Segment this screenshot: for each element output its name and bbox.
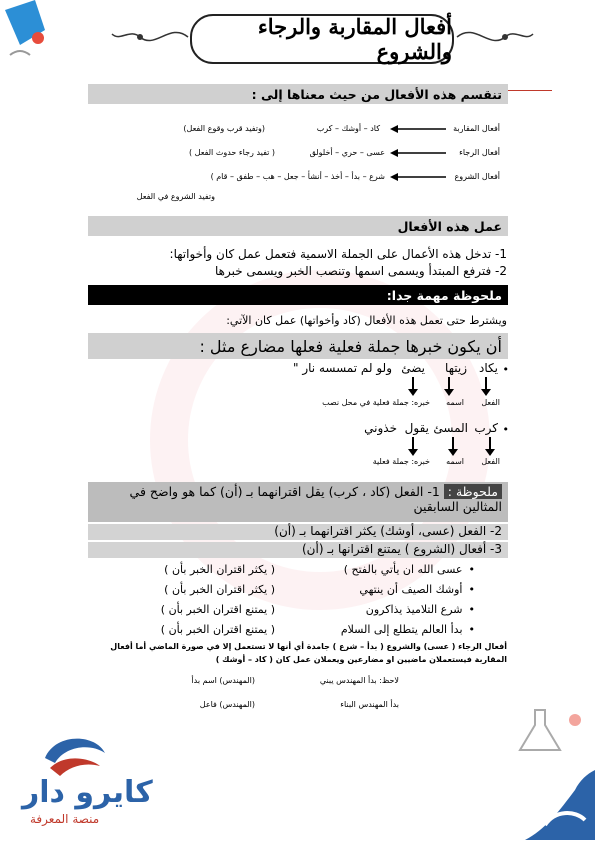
arrow-down-icon — [452, 437, 454, 451]
example-comment-4: ( يمتنع اقتران الخبر بأن ) — [160, 623, 275, 636]
arrow-left-icon — [390, 172, 446, 182]
example1-label-2: اسمه — [446, 398, 464, 407]
arrow-down-icon — [412, 377, 414, 391]
example1-word-1: يكاد — [479, 361, 498, 375]
list-item — [344, 563, 475, 576]
example2-label-1: الفعل — [481, 457, 500, 466]
observe-2-left: (المهندس) فاعل — [199, 700, 255, 709]
verbs-3: شرع – بدأ – أخذ – أنشأ – جعل – هب – طفق – قام ) — [210, 172, 385, 181]
logo-name: كايرو دار — [22, 775, 153, 810]
arrow-down-icon — [412, 437, 414, 451]
note2-line-2: 2- الفعل (عسى، أوشك) يكثر اقترانهما بـ (أن) — [274, 524, 502, 538]
arrow-left-icon — [390, 148, 446, 158]
example2-label-3: خبره: جملة فعلية — [372, 457, 430, 466]
flask-icon — [0, 0, 60, 70]
example-comment-2: ( يكثر اقتران الخبر بأن ) — [164, 583, 275, 596]
type-label-1: أفعال المقاربة — [453, 124, 500, 133]
arrow-down-icon — [448, 377, 450, 391]
arrow-down-icon — [485, 377, 487, 391]
note2-line-2-box — [88, 524, 508, 540]
example1-word-2: زيتها — [445, 361, 467, 375]
example1-label-3: خبره: جملة فعلية في محل نصب — [322, 398, 430, 407]
note2-label: ملحوظة : — [444, 484, 502, 499]
function-line-2: 2- فترفع المبتدأ ويسمى اسمها وتنصب الخبر ويسمى خبرها — [214, 264, 507, 278]
flourish-right-icon — [455, 22, 535, 52]
verbs-2: عسى – حري – أخلولق — [309, 148, 385, 157]
example2-label-2: اسمه — [446, 457, 464, 466]
example2-word-3: يقول — [404, 421, 429, 435]
example2-word-2: المسئ — [433, 421, 468, 435]
example1-label-1: الفعل — [481, 398, 500, 407]
example1-word-4: ولو لم تمسسه نار " — [293, 361, 392, 375]
observe-1-right: لاحظ: بدأ المهندس يبني — [319, 676, 399, 685]
note2-box — [88, 482, 508, 522]
section-heading-function: عمل هذه الأفعال — [88, 216, 508, 236]
example2-word-1: كرب — [474, 421, 498, 435]
note2-line-3: 3- أفعال (الشروع ) يمتنع اقترانها بـ (أن) — [302, 542, 502, 556]
note2-line-1: 1- الفعل (كاد ، كرب) يقل اقترانهما بـ (أن) كما هو واضح في المثالين السابقين — [129, 484, 502, 514]
rule-text: أن يكون خبرها جملة فعلية فعلها مضارع مثل : — [88, 333, 508, 359]
meaning-3: وتفيد الشروع في الفعل — [136, 192, 215, 201]
example1-word-3: يضئ — [401, 361, 425, 375]
note2-line-3-box — [88, 542, 508, 558]
example-sentence-4: • بدأ العالم يتطلع إلى السلام — [341, 623, 475, 636]
example-sentence-1: • عسى الله ان يأتي بالفتح ) — [344, 563, 475, 576]
observe-1-left: (المهندس) اسم بدأ — [191, 676, 255, 685]
logo-swirl-icon — [40, 728, 110, 778]
example-sentence-2: • أوشك الصيف أن ينتهي — [359, 583, 475, 596]
red-divider — [508, 90, 552, 91]
condition-text: ويشترط حتى تعمل هذه الأفعال (كاد وأخواتها) عمل كان الآتي: — [226, 314, 507, 327]
type-label-3: أفعال الشروع — [454, 172, 500, 181]
meaning-1: (وتفيد قرب وقوع الفعل) — [183, 124, 265, 133]
list-item — [359, 583, 475, 596]
flourish-left-icon — [110, 22, 190, 52]
arrow-left-icon — [390, 124, 446, 134]
lab-flask-icon — [505, 700, 595, 760]
observe-2-right: بدأ المهندس البناء — [340, 700, 399, 709]
section-heading-types: تنقسم هذه الأفعال من حيث معناها إلى : — [88, 84, 508, 104]
list-item — [366, 603, 475, 616]
important-note-heading: ملحوظة مهمة جدا: — [88, 285, 508, 305]
bullet-dot: • — [502, 423, 509, 436]
logo-tagline: منصة المعرفة — [30, 812, 100, 826]
example-comment-3: ( يمتنع اقتران الخبر بأن ) — [160, 603, 275, 616]
type-label-2: أفعال الرجاء — [459, 148, 500, 157]
example-sentence-3: • شرع التلاميذ يذاكرون — [366, 603, 475, 616]
arrow-down-icon — [489, 437, 491, 451]
example-comment-1: ( يكثر اقتران الخبر بأن ) — [164, 563, 275, 576]
list-item — [341, 623, 475, 636]
meaning-2: ( تفيد رجاء حدوث الفعل ) — [188, 148, 275, 157]
bullet-dot: • — [502, 363, 509, 376]
page-title: أفعال المقاربة والرجاء والشروع — [190, 14, 454, 64]
corner-swirl-icon — [525, 770, 595, 840]
verbs-1: كاد – أوشك – كرب — [316, 124, 380, 133]
function-line-1: 1- تدخل هذه الأعمال على الجملة الاسمية فتعمل عمل كان وأخواتها: — [169, 247, 507, 261]
example2-word-4: خذوني — [364, 421, 397, 435]
final-note: أفعال الرجاء ( عسى) والشروع ( بدأ – شرع ) جامدة أي أنها لا تستعمل إلا في صورة الماضي أما أفعال المقاربة فيستعملان ماضيين او مضارعين ويعملان عمل كان ( كاد – أوشك ) — [110, 642, 507, 664]
